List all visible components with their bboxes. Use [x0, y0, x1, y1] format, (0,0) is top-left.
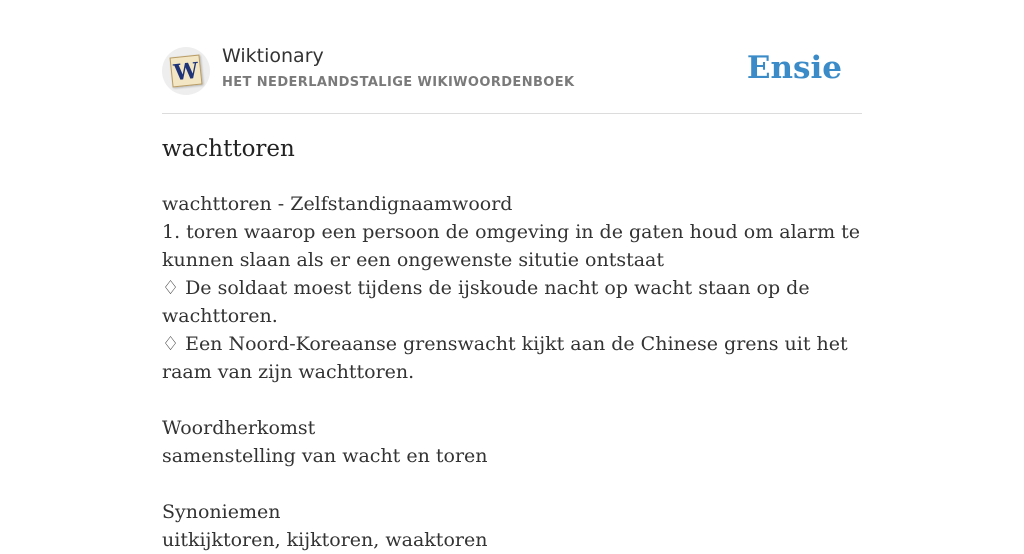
spacer: [162, 386, 862, 414]
page-title: wachttoren: [162, 136, 295, 162]
synonyms-text: uitkijktoren, kijktoren, waaktoren: [162, 529, 488, 551]
spacer: [162, 470, 862, 498]
example-sentence: ♢ De soldaat moest tijdens de ijskoude nacht op wacht staan op de wachttoren.: [162, 277, 810, 327]
page: [162, 0, 862, 551]
definition-text: 1. toren waarop een persoon de omgeving in de gaten houd om alarm te kunnen slaan als er een ongewenste situtie ontstaat: [162, 221, 861, 271]
definition-heading: wachttoren - Zelfstandignaamwoord: [162, 193, 513, 215]
wiktionary-logo-icon[interactable]: [162, 47, 210, 95]
synonyms-heading: Synoniemen: [162, 501, 281, 523]
site-title[interactable]: Wiktionary: [222, 45, 324, 67]
example-sentence: ♢ Een Noord-Koreaanse grenswacht kijkt aan de Chinese grens uit het raam van zijn wachttoren.: [162, 333, 848, 383]
etymology-text: samenstelling van wacht en toren: [162, 445, 488, 467]
header: [162, 0, 862, 114]
logo-tile: W: [170, 55, 203, 88]
ensie-link[interactable]: Ensie: [746, 50, 842, 86]
etymology-heading: Woordherkomst: [162, 417, 316, 439]
site-subtitle: HET NEDERLANDSTALIGE WIKIWOORDENBOEK: [222, 75, 575, 90]
entry-content: [162, 190, 862, 554]
